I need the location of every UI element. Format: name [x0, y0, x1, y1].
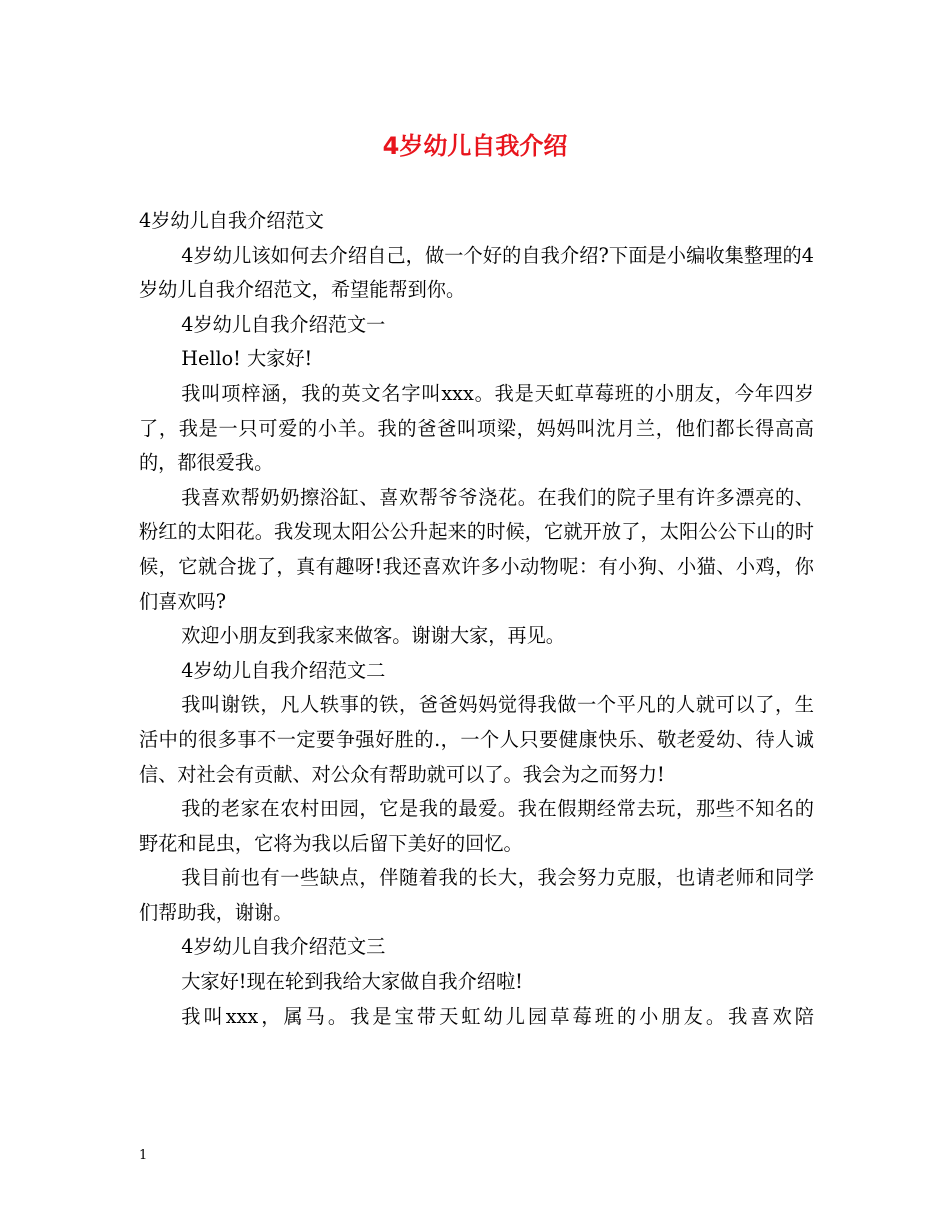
section-heading: 4岁幼儿自我介绍范文一 [181, 312, 386, 336]
paragraph: 我叫项梓涵，我的英文名字叫xxx。我是天虹草莓班的小朋友，今年四岁了，我是一只可爱的小羊。我的爸爸叫项梁，妈妈叫沈月兰，他们都长得高高的，都很爱我。 [139, 381, 814, 475]
paragraph: 我目前也有一些缺点，伴随着我的长大，我会努力克服，也请老师和同学们帮助我，谢谢。 [139, 866, 814, 924]
section-heading: 4岁幼儿自我介绍范文二 [181, 658, 386, 682]
section-heading: 4岁幼儿自我介绍范文三 [181, 935, 386, 959]
paragraph: 我叫xxx，属马。我是宝带天虹幼儿园草莓班的小朋友。我喜欢陪 [181, 1004, 814, 1028]
paragraph: 大家好!现在轮到我给大家做自我介绍啦! [181, 970, 523, 994]
document-body [139, 204, 814, 1034]
page-number: 1 [139, 1148, 148, 1163]
paragraph: 4岁幼儿该如何去介绍自己，做一个好的自我介绍?下面是小编收集整理的4岁幼儿自我介绍范文，希望能帮到你。 [139, 243, 814, 302]
paragraph: 4岁幼儿自我介绍范文 [139, 209, 324, 232]
paragraph: Hello! 大家好! [181, 347, 313, 371]
paragraph: 我的老家在农村田园，它是我的最爱。我在假期经常去玩，那些不知名的野花和昆虫，它将为我以后留下美好的回忆。 [139, 797, 814, 855]
paragraph: 欢迎小朋友到我家来做客。谢谢大家，再见。 [181, 624, 565, 648]
paragraph: 我喜欢帮奶奶擦浴缸、喜欢帮爷爷浇花。在我们的院子里有许多漂亮的、粉红的太阳花。我发现太阳公公升起来的时候，它就开放了，太阳公公下山的时候，它就合拢了，真有趣呀!我还喜欢许多小动物呢：有小狗、小猫、小鸡，你们喜欢吗? [139, 485, 814, 613]
document-title: 4岁幼儿自我介绍 [382, 132, 568, 160]
paragraph: 我叫谢铁，凡人轶事的铁，爸爸妈妈觉得我做一个平凡的人就可以了，生活中的很多事不一定要争强好胜的.，一个人只要健康快乐、敬老爱幼、待人诚信、对社会有贡献、对公众有帮助就可以了。我会为之而努力! [139, 693, 814, 786]
